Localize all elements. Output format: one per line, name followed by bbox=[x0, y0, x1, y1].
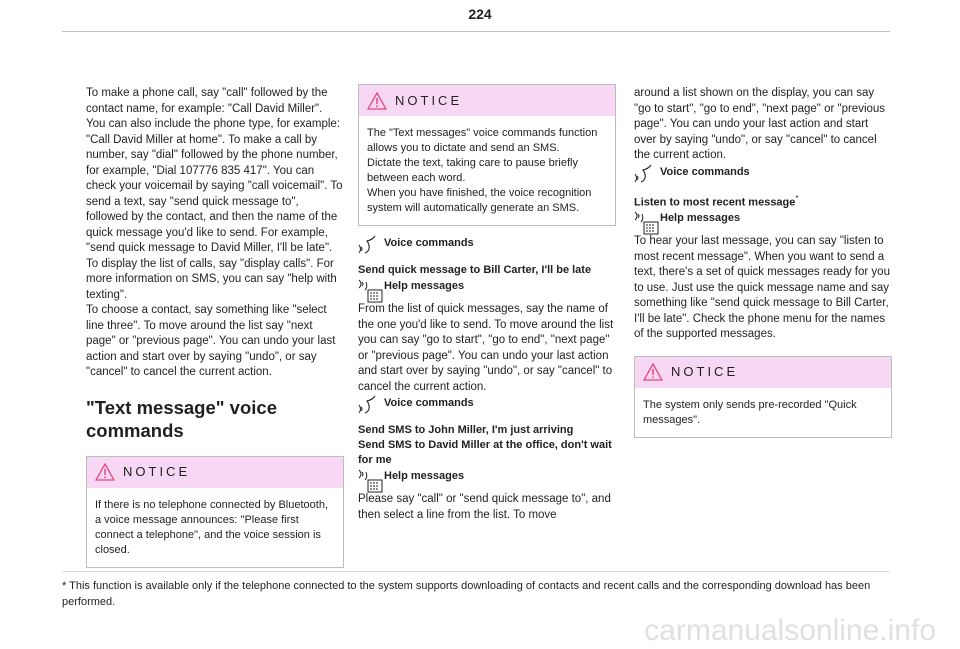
voice-command-icon bbox=[358, 235, 384, 257]
help-message-icon bbox=[634, 210, 660, 232]
notice-header bbox=[635, 357, 891, 388]
help-text: Please say "call" or "send quick message to", and then select a line from the list. To move bbox=[358, 493, 611, 521]
help-messages-label: Help messages bbox=[384, 470, 465, 482]
notice-line: Dictate the text, taking care to pause briefly between each word. bbox=[367, 157, 578, 184]
voice-command-icon bbox=[634, 164, 660, 186]
footnote: * This function is available only if the telephone connected to the system supports downloading of contacts and recent calls and the corresponding download has been performed. bbox=[62, 580, 871, 608]
warning-icon bbox=[643, 363, 663, 381]
notice-title: NOTICE bbox=[123, 464, 191, 480]
intro-paragraph-2: To choose a contact, say something like "select line three". To move around the list say "next page" or "previous page". You can undo your last action and start over by saying "undo", or say "cancel" to cancel the current action. bbox=[86, 304, 336, 378]
continued-text: around a list shown on the display, you can say "go to start", "go to end", "next page" or "previous page". You can undo your last action and start over by saying "undo", or say "cancel" to cancel the current action. bbox=[634, 87, 886, 161]
notice-text bbox=[359, 116, 615, 225]
voice-command-example: Send quick message to Bill Carter, I'll be late bbox=[358, 264, 592, 276]
voice-command-icon bbox=[358, 395, 384, 417]
column-1 bbox=[86, 86, 344, 568]
column-3 bbox=[634, 86, 892, 438]
help-text: To hear your last message, you can say "listen to most recent message". When you want to send a text, there's a set of quick messages ready for you to use. Just use the quick message name and say something like "send quick message to Bill Carter, I'll be late". Check the phone menu for the names of the supported messages. bbox=[634, 235, 890, 341]
watermark: carmanualsonline.info bbox=[644, 614, 936, 647]
notice-header bbox=[359, 85, 615, 116]
page-number: 224 bbox=[468, 6, 492, 22]
notice-line: When you have finished, the voice recognition system will automatically generate an SMS. bbox=[367, 187, 592, 214]
voice-commands-label: Voice commands bbox=[384, 397, 474, 409]
help-messages-label: Help messages bbox=[384, 280, 465, 292]
voice-commands-row bbox=[634, 164, 892, 186]
notice-box bbox=[634, 356, 892, 438]
notice-box bbox=[358, 84, 616, 226]
help-text: From the list of quick messages, say the name of the one you'd like to send. To move around the list you can say "go to start", "go to end", "next page" or "previous page". You can undo your last action and start over by saying "undo", or say "cancel" to cancel the current action. bbox=[358, 303, 614, 393]
notice-title: NOTICE bbox=[395, 92, 463, 108]
voice-command-example: Send SMS to David Miller at the office, don't wait for me bbox=[358, 439, 612, 466]
voice-command-example: Send SMS to John Miller, I'm just arriving bbox=[358, 424, 574, 436]
help-message-icon bbox=[358, 278, 384, 300]
notice-header bbox=[87, 457, 343, 488]
header-divider bbox=[62, 31, 890, 32]
help-message-icon bbox=[358, 468, 384, 490]
asterisk-marker: * bbox=[795, 193, 799, 203]
help-messages-label: Help messages bbox=[660, 212, 741, 225]
voice-commands-label: Voice commands bbox=[660, 165, 750, 178]
intro-paragraph: To make a phone call, say "call" followed by the contact name, for example: "Call David Miller". You can also include the phone type, for example: "Call David Miller at home". To make a call by number, say "dial" followed by the phone number, for example, "Dial 107776 835 417". You can check your voicemail by saying "call voicemail". To send a text, say "send quick message to", followed by the contact, and then the name of the quick message you'd like to send. For example, "send quick message to David Miller, I'll be late". To display the list of calls, say "display calls". For more information on SMS, you can say "help with texting". bbox=[86, 87, 343, 301]
help-messages-row bbox=[358, 278, 616, 300]
notice-title: NOTICE bbox=[671, 364, 739, 380]
notice-box bbox=[86, 456, 344, 568]
column-2 bbox=[358, 84, 616, 523]
help-messages-row bbox=[634, 210, 892, 232]
warning-icon bbox=[95, 463, 115, 481]
help-messages-row bbox=[358, 468, 616, 490]
voice-commands-row bbox=[358, 395, 616, 417]
voice-commands-label: Voice commands bbox=[384, 237, 474, 249]
section-heading: "Text message" voice commands bbox=[86, 396, 277, 441]
voice-commands-row bbox=[358, 235, 616, 257]
notice-text: The system only sends pre-recorded "Quick messages". bbox=[643, 398, 857, 426]
footnote-divider bbox=[62, 571, 890, 572]
notice-line: The "Text messages" voice commands function allows you to dictate and send an SMS. bbox=[367, 127, 598, 154]
notice-text: If there is no telephone connected by Bluetooth, a voice message announces: "Please first connect a telephone", and the voice session is closed. bbox=[95, 498, 328, 556]
warning-icon bbox=[367, 92, 387, 110]
command-text: Listen to most recent message bbox=[634, 196, 796, 209]
voice-command-example bbox=[634, 191, 892, 211]
